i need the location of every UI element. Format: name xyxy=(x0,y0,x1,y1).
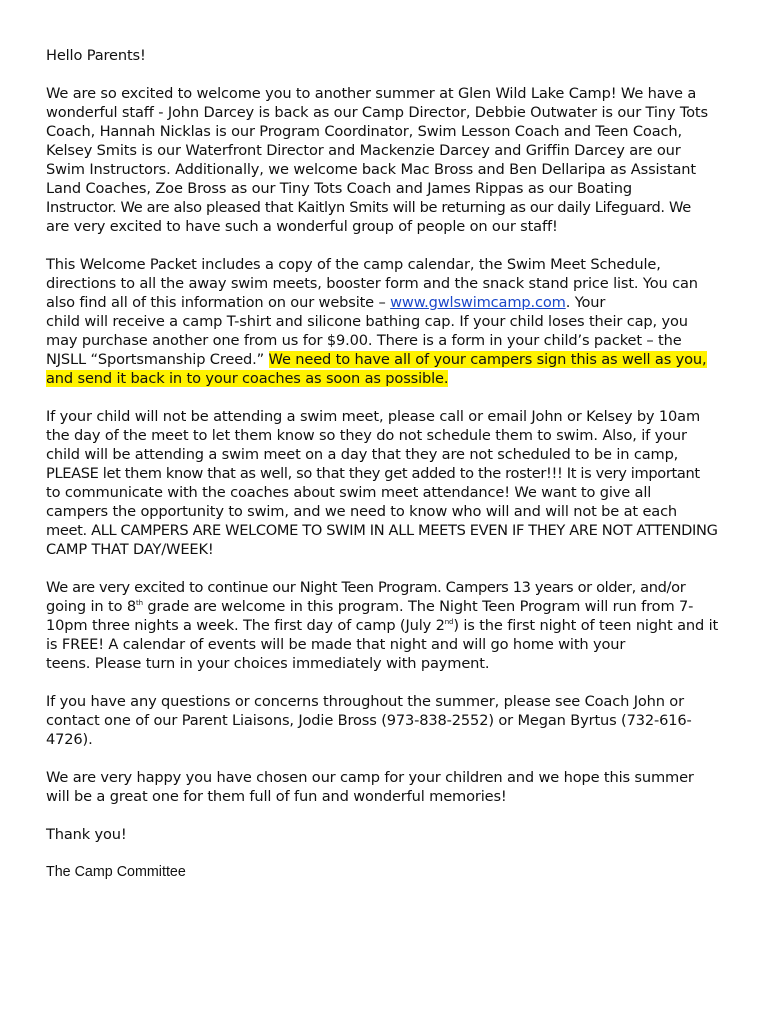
thank-you xyxy=(46,825,736,844)
paragraph-line xyxy=(46,293,736,312)
greeting-line: Hello Parents! xyxy=(46,47,146,64)
contact-paragraph xyxy=(46,692,736,749)
signature-block xyxy=(46,863,736,882)
text-segment: also find all of this information on our website – xyxy=(46,294,391,311)
paragraph-line: the day of the meet to let them know so they do not schedule them to swim. Also, if your xyxy=(46,427,687,444)
text-segment: . Your xyxy=(565,294,606,311)
paragraph-line: Land Coaches, Zoe Bross as our Tiny Tots Coach and James Rippas as our Boating xyxy=(46,180,632,197)
superscript: th xyxy=(135,599,143,607)
letter xyxy=(46,46,736,901)
paragraph-line: are very excited to have such a wonderful group of people on our staff! xyxy=(46,218,558,235)
paragraph-line: We are so excited to welcome you to another summer at Glen Wild Lake Camp! We have a xyxy=(46,85,697,102)
text-segment: going in to 8 xyxy=(46,598,136,615)
paragraph-line: Swim Instructors. Additionally, we welcome back Mac Bross and Ben Dellaripa as Assistant xyxy=(46,161,696,178)
signature: The Camp Committee xyxy=(46,864,186,880)
paragraph-line: If your child will not be attending a swim meet, please call or email John or Kelsey by 10am xyxy=(46,408,701,425)
closing-line: Thank you! xyxy=(46,826,127,843)
website-link[interactable]: www.gwlswimcamp.com xyxy=(390,294,566,311)
paragraph-line: campers the opportunity to swim, and we need to know who will and will not be at each xyxy=(46,503,678,520)
text-segment: ) is the first night of teen night and it xyxy=(453,617,719,634)
swim-meet-paragraph xyxy=(46,407,736,559)
paragraph-line: is FREE! A calendar of events will be made that night and will go home with your xyxy=(46,636,626,653)
paragraph-line: will be a great one for them full of fun and wonderful memories! xyxy=(46,788,507,805)
staff-paragraph xyxy=(46,84,736,236)
paragraph-line: Kelsey Smits is our Waterfront Director and Mackenzie Darcey and Griffin Darcey are our xyxy=(46,142,681,159)
paragraph-line: may purchase another one from us for $9.00. There is a form in your child’s packet – the xyxy=(46,332,682,349)
highlighted-text: and send it back in to your coaches as soon as possible. xyxy=(46,370,449,387)
paragraph-line: We are very excited to continue our Night Teen Program. Campers 13 years or older, and/or xyxy=(46,579,686,596)
paragraph-line: wonderful staff - John Darcey is back as our Camp Director, Debbie Outwater is our Tiny Tots xyxy=(46,104,708,121)
paragraph-line: Instructor. We are also pleased that Kaitlyn Smits will be returning as our daily Lifeguard. We xyxy=(46,199,691,216)
paragraph-line: child will receive a camp T-shirt and silicone bathing cap. If your child loses their cap, you xyxy=(46,313,688,330)
greeting xyxy=(46,46,736,65)
paragraph-line: We are very happy you have chosen our camp for your children and we hope this summer xyxy=(46,769,694,786)
paragraph-line: CAMP THAT DAY/WEEK! xyxy=(46,541,214,558)
text-segment: NJSLL “Sportsmanship Creed.” xyxy=(46,351,269,368)
closing-paragraph xyxy=(46,768,736,806)
paragraph-line: child will be attending a swim meet on a day that they are not scheduled to be in camp, xyxy=(46,446,679,463)
paragraph-line: Coach, Hannah Nicklas is our Program Coordinator, Swim Lesson Coach and Teen Coach, xyxy=(46,123,682,140)
text-segment: 10pm three nights a week. The first day of camp (July 2 xyxy=(46,617,445,634)
superscript: nd xyxy=(444,618,454,626)
paragraph-line xyxy=(46,597,736,616)
paragraph-line: teens. Please turn in your choices immediately with payment. xyxy=(46,655,490,672)
paragraph-line: If you have any questions or concerns throughout the summer, please see Coach John or xyxy=(46,693,684,710)
paragraph-line xyxy=(46,350,736,369)
paragraph-line: meet. ALL CAMPERS ARE WELCOME TO SWIM IN ALL MEETS EVEN IF THEY ARE NOT ATTENDING xyxy=(46,522,718,539)
paragraph-line: contact one of our Parent Liaisons, Jodie Bross (973-838-2552) or Megan Byrtus (732-616- xyxy=(46,712,692,729)
paragraph-line: PLEASE let them know that as well, so that they get added to the roster!!! It is very important xyxy=(46,465,700,482)
packet-paragraph xyxy=(46,255,736,388)
paragraph-line: 4726). xyxy=(46,731,93,748)
paragraph-line: to communicate with the coaches about swim meet attendance! We want to give all xyxy=(46,484,652,501)
night-teen-paragraph xyxy=(46,578,736,673)
paragraph-line xyxy=(46,369,736,388)
paragraph-line: directions to all the away swim meets, booster form and the snack stand price list. You can xyxy=(46,275,698,292)
text-segment: grade are welcome in this program. The Night Teen Program will run from 7- xyxy=(142,598,694,615)
highlighted-text: We need to have all of your campers sign this as well as you, xyxy=(268,351,707,368)
paragraph-line xyxy=(46,616,736,635)
paragraph-line: This Welcome Packet includes a copy of the camp calendar, the Swim Meet Schedule, xyxy=(46,256,661,273)
